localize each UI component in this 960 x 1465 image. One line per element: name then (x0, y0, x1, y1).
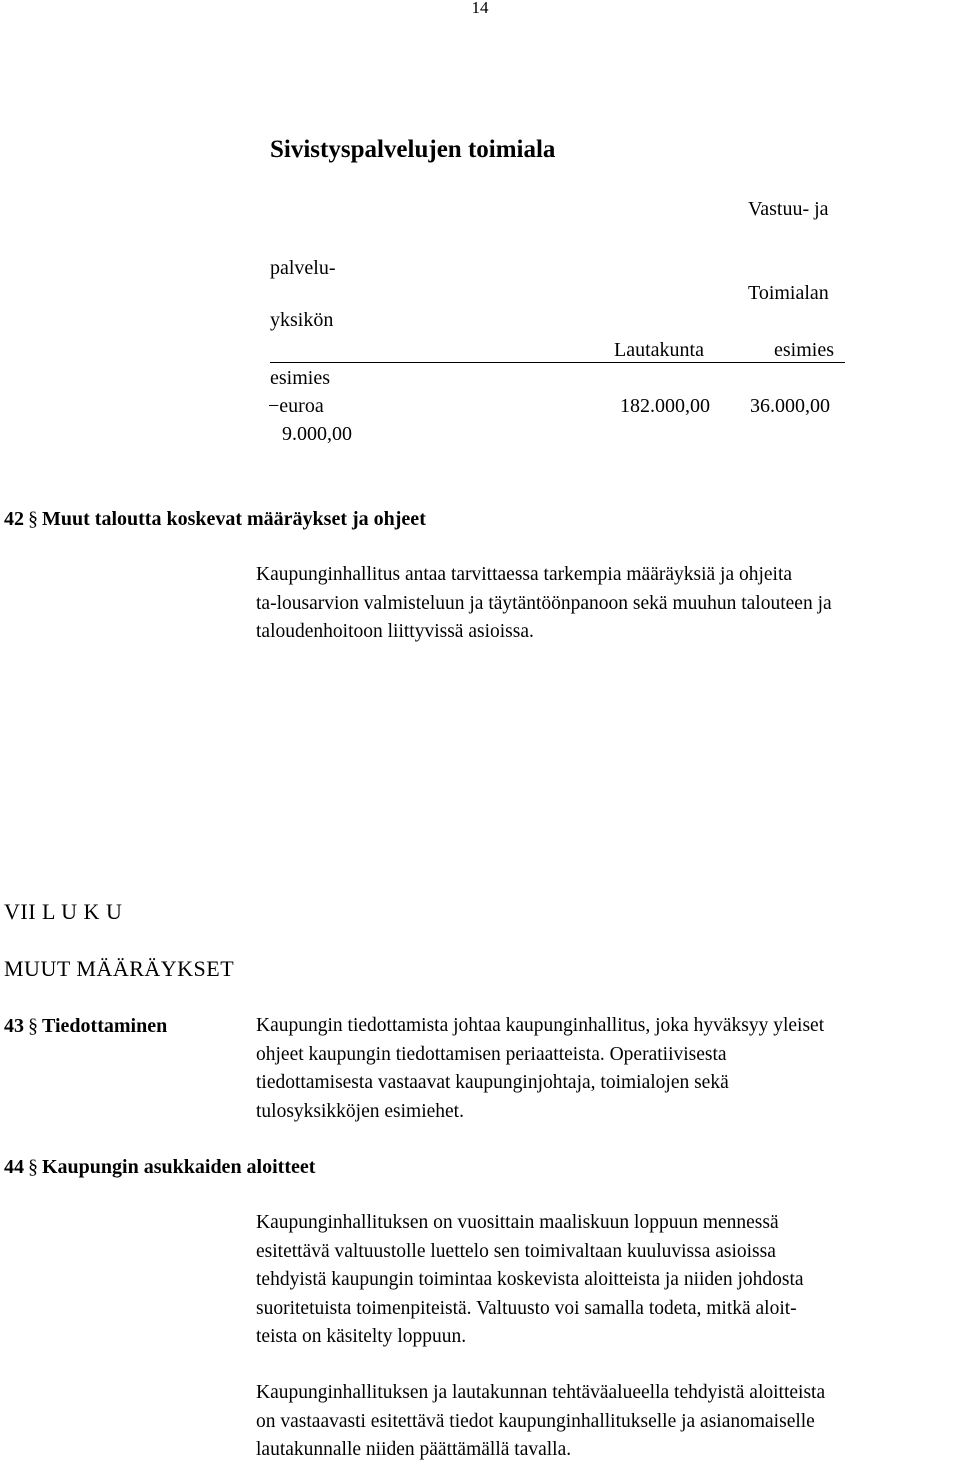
text-line: tulosyksikköjen esimiehet. (256, 1100, 464, 1122)
text-line: Kaupunginhallituksen ja lautakunnan tehtäväalueella tehdyistä aloitteista (256, 1382, 826, 1403)
value-toimialan: 36.000,00 (750, 395, 830, 417)
header-toimialan: Toimialan (748, 282, 829, 304)
header-vastuu: Vastuu- ja (748, 198, 829, 220)
page-number: 14 (471, 0, 489, 17)
section-44-paragraph-1 (256, 1209, 956, 1352)
section-42-title: Muut taloutta koskevat määräykset ja ohjeet (42, 508, 426, 530)
text-line: on vastaavasti esitettävä tiedot kaupunginhallitukselle ja asianomaiselle (256, 1410, 815, 1432)
section-43-heading (4, 1012, 167, 1041)
value-lautakunta: 182.000,00 (620, 395, 710, 417)
header-esimies-left: esimies (270, 367, 330, 389)
chapter-number: VII L U K U (4, 899, 123, 924)
section-44-paragraph-2 (256, 1379, 956, 1465)
chapter-title: MUUT MÄÄRÄYKSET (4, 956, 235, 981)
section-sign-icon: § (28, 508, 38, 530)
header-palvelu: palvelu- (270, 257, 336, 279)
section-title: Sivistyspalvelujen toimiala (270, 136, 556, 163)
section-42-body (256, 561, 956, 647)
header-yksikon: yksikön (270, 309, 334, 331)
section-44-number: 44 (4, 1156, 24, 1178)
text-line: Kaupunginhallitus antaa tarvittaessa tarkempia määräyksiä ja ohjeita (256, 564, 793, 585)
text-line: suoritetuista toimenpiteistä. Valtuusto voi samalla todeta, mitkä aloit- (256, 1297, 797, 1319)
section-44-heading (4, 1153, 315, 1182)
section-43-number: 43 (4, 1015, 24, 1037)
value-yksikon: 9.000,00 (282, 423, 352, 445)
section-44-title: Kaupungin asukkaiden aloitteet (42, 1156, 316, 1178)
text-line: teista on käsitelty loppuun. (256, 1326, 467, 1347)
section-42-number: 42 (4, 508, 24, 530)
header-esimies-right: esimies (774, 339, 834, 361)
section-43-body (256, 1012, 956, 1126)
text-line: lautakunnalle niiden päättämällä tavalla. (256, 1439, 572, 1460)
text-line: ta-lousarvion valmisteluun ja täytäntöönpanoon sekä muuhun talouteen ja (256, 592, 832, 614)
row-label-euroa: −euroa (268, 395, 324, 417)
section-43-title: Tiedottaminen (42, 1015, 168, 1037)
section-42-heading (4, 505, 426, 534)
section-sign-icon: § (28, 1015, 38, 1037)
text-line: esitettävä valtuustolle luettelo sen toimivaltaan kuuluvissa asioissa (256, 1240, 776, 1262)
text-line: ohjeet kaupungin tiedottamisen periaatteista. Operatiivisesta (256, 1043, 727, 1065)
text-line: tehdyistä kaupungin toimintaa koskevista aloitteista ja niiden johdosta (256, 1269, 804, 1290)
text-line: tiedottamisesta vastaavat kaupunginjohtaja, toimialojen sekä (256, 1072, 729, 1093)
table-rule (270, 362, 845, 363)
text-line: taloudenhoitoon liittyvissä asioissa. (256, 621, 534, 642)
header-lautakunta: Lautakunta (614, 339, 704, 361)
section-sign-icon: § (28, 1156, 38, 1178)
text-line: Kaupungin tiedottamista johtaa kaupunginhallitus, joka hyväksyy yleiset (256, 1015, 825, 1036)
text-line: Kaupunginhallituksen on vuosittain maaliskuun loppuun mennessä (256, 1212, 779, 1233)
